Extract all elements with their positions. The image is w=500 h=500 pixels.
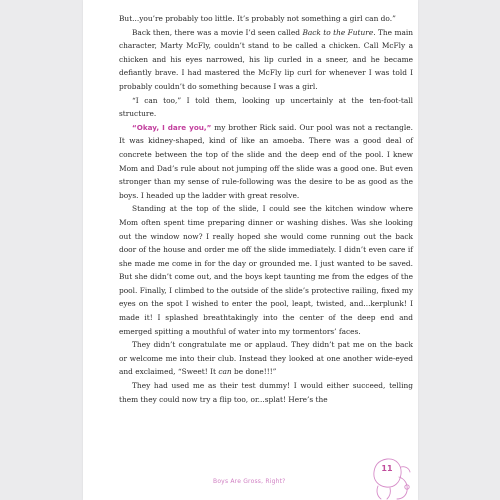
paragraph-4-text: my brother Rick said. Our pool was not a rectangle. It was kidney-shaped, kind of like an amoeba. There was a good deal of concrete between the top of the slide and the deep end of the pool. I knew Mom and Dad’s rule about not jumping off the slide was a good one. But even stronger than my sense of rule-following was the desire to be as good as the boys. I headed up the ladder with great resolve.: [119, 122, 413, 200]
paragraph-4: [119, 121, 413, 203]
emphasis-can: can: [218, 367, 232, 377]
paragraph-1: [119, 12, 413, 26]
paragraph-2: [119, 26, 413, 94]
paragraph-5-text: Standing at the top of the slide, I could see the kitchen window where Mom often spent time preparing dinner or washing dishes. Was she looking out the window now? I really hoped she would come running out the back door of the house and order me off the slide immediately. I didn’t even care if she made me come in for the day or grounded me. I just wanted to be saved. But she didn’t come out, and the boys kept taunting me from the edges of the pool. Finally, I climbed to the outside of the slide’s protective railing, fixed my eyes on the spot I wished to enter the pool, leapt, twisted, and...kerplunk! I made it! I splashed breathtakingly into the center of the deep end and emerged spitting a mouthful of water into my tormentors’ faces.: [119, 204, 413, 336]
paragraph-3-text: “I can too,” I told them, looking up uncertainly at the ten-foot-tall structure.: [119, 95, 413, 119]
dare-quote: “Okay, I dare you,”: [132, 122, 212, 132]
paragraph-2-text-b: . The main character, Marty McFly, couldn’t stand to be called a chicken. Call McFly a chicken and his eyes narrowed, his lip curled in a sneer, and he became defiantly brave. I had mastered the McFly lip curl for whenever I was told I probably couldn’t do something because I was a girl.: [119, 27, 413, 91]
book-page: [83, 0, 418, 500]
paragraph-3: [119, 94, 413, 121]
body-text: [119, 12, 413, 406]
paragraph-7-text: They had used me as their test dummy! I would either succeed, telling them they could now try a flip too, or...splat! Here’s the: [119, 381, 413, 404]
paragraph-1-text: But...you’re probably too little. It’s probably not something a girl can do.”: [119, 14, 396, 23]
running-footer-title: Boys Are Gross, Right?: [213, 478, 286, 485]
paragraph-6-text-a: They didn’t congratulate me or applaud. They didn’t pat me on the back or welcome me into their club. Instead they looked at one another wide-eyed and exclaimed, “Sweet! It: [119, 340, 413, 377]
paragraph-7: [119, 379, 413, 406]
page-number-badge: [372, 455, 416, 500]
paragraph-5: [119, 202, 413, 338]
paragraph-2-text-a: Back then, there was a movie I’d seen called: [132, 27, 303, 37]
paragraph-6-text-b: be done!!!”: [231, 367, 277, 377]
doodle-frame-icon: [372, 455, 416, 500]
page-number: 11: [381, 464, 393, 473]
movie-title: Back to the Future: [302, 27, 374, 37]
paragraph-6: [119, 338, 413, 379]
